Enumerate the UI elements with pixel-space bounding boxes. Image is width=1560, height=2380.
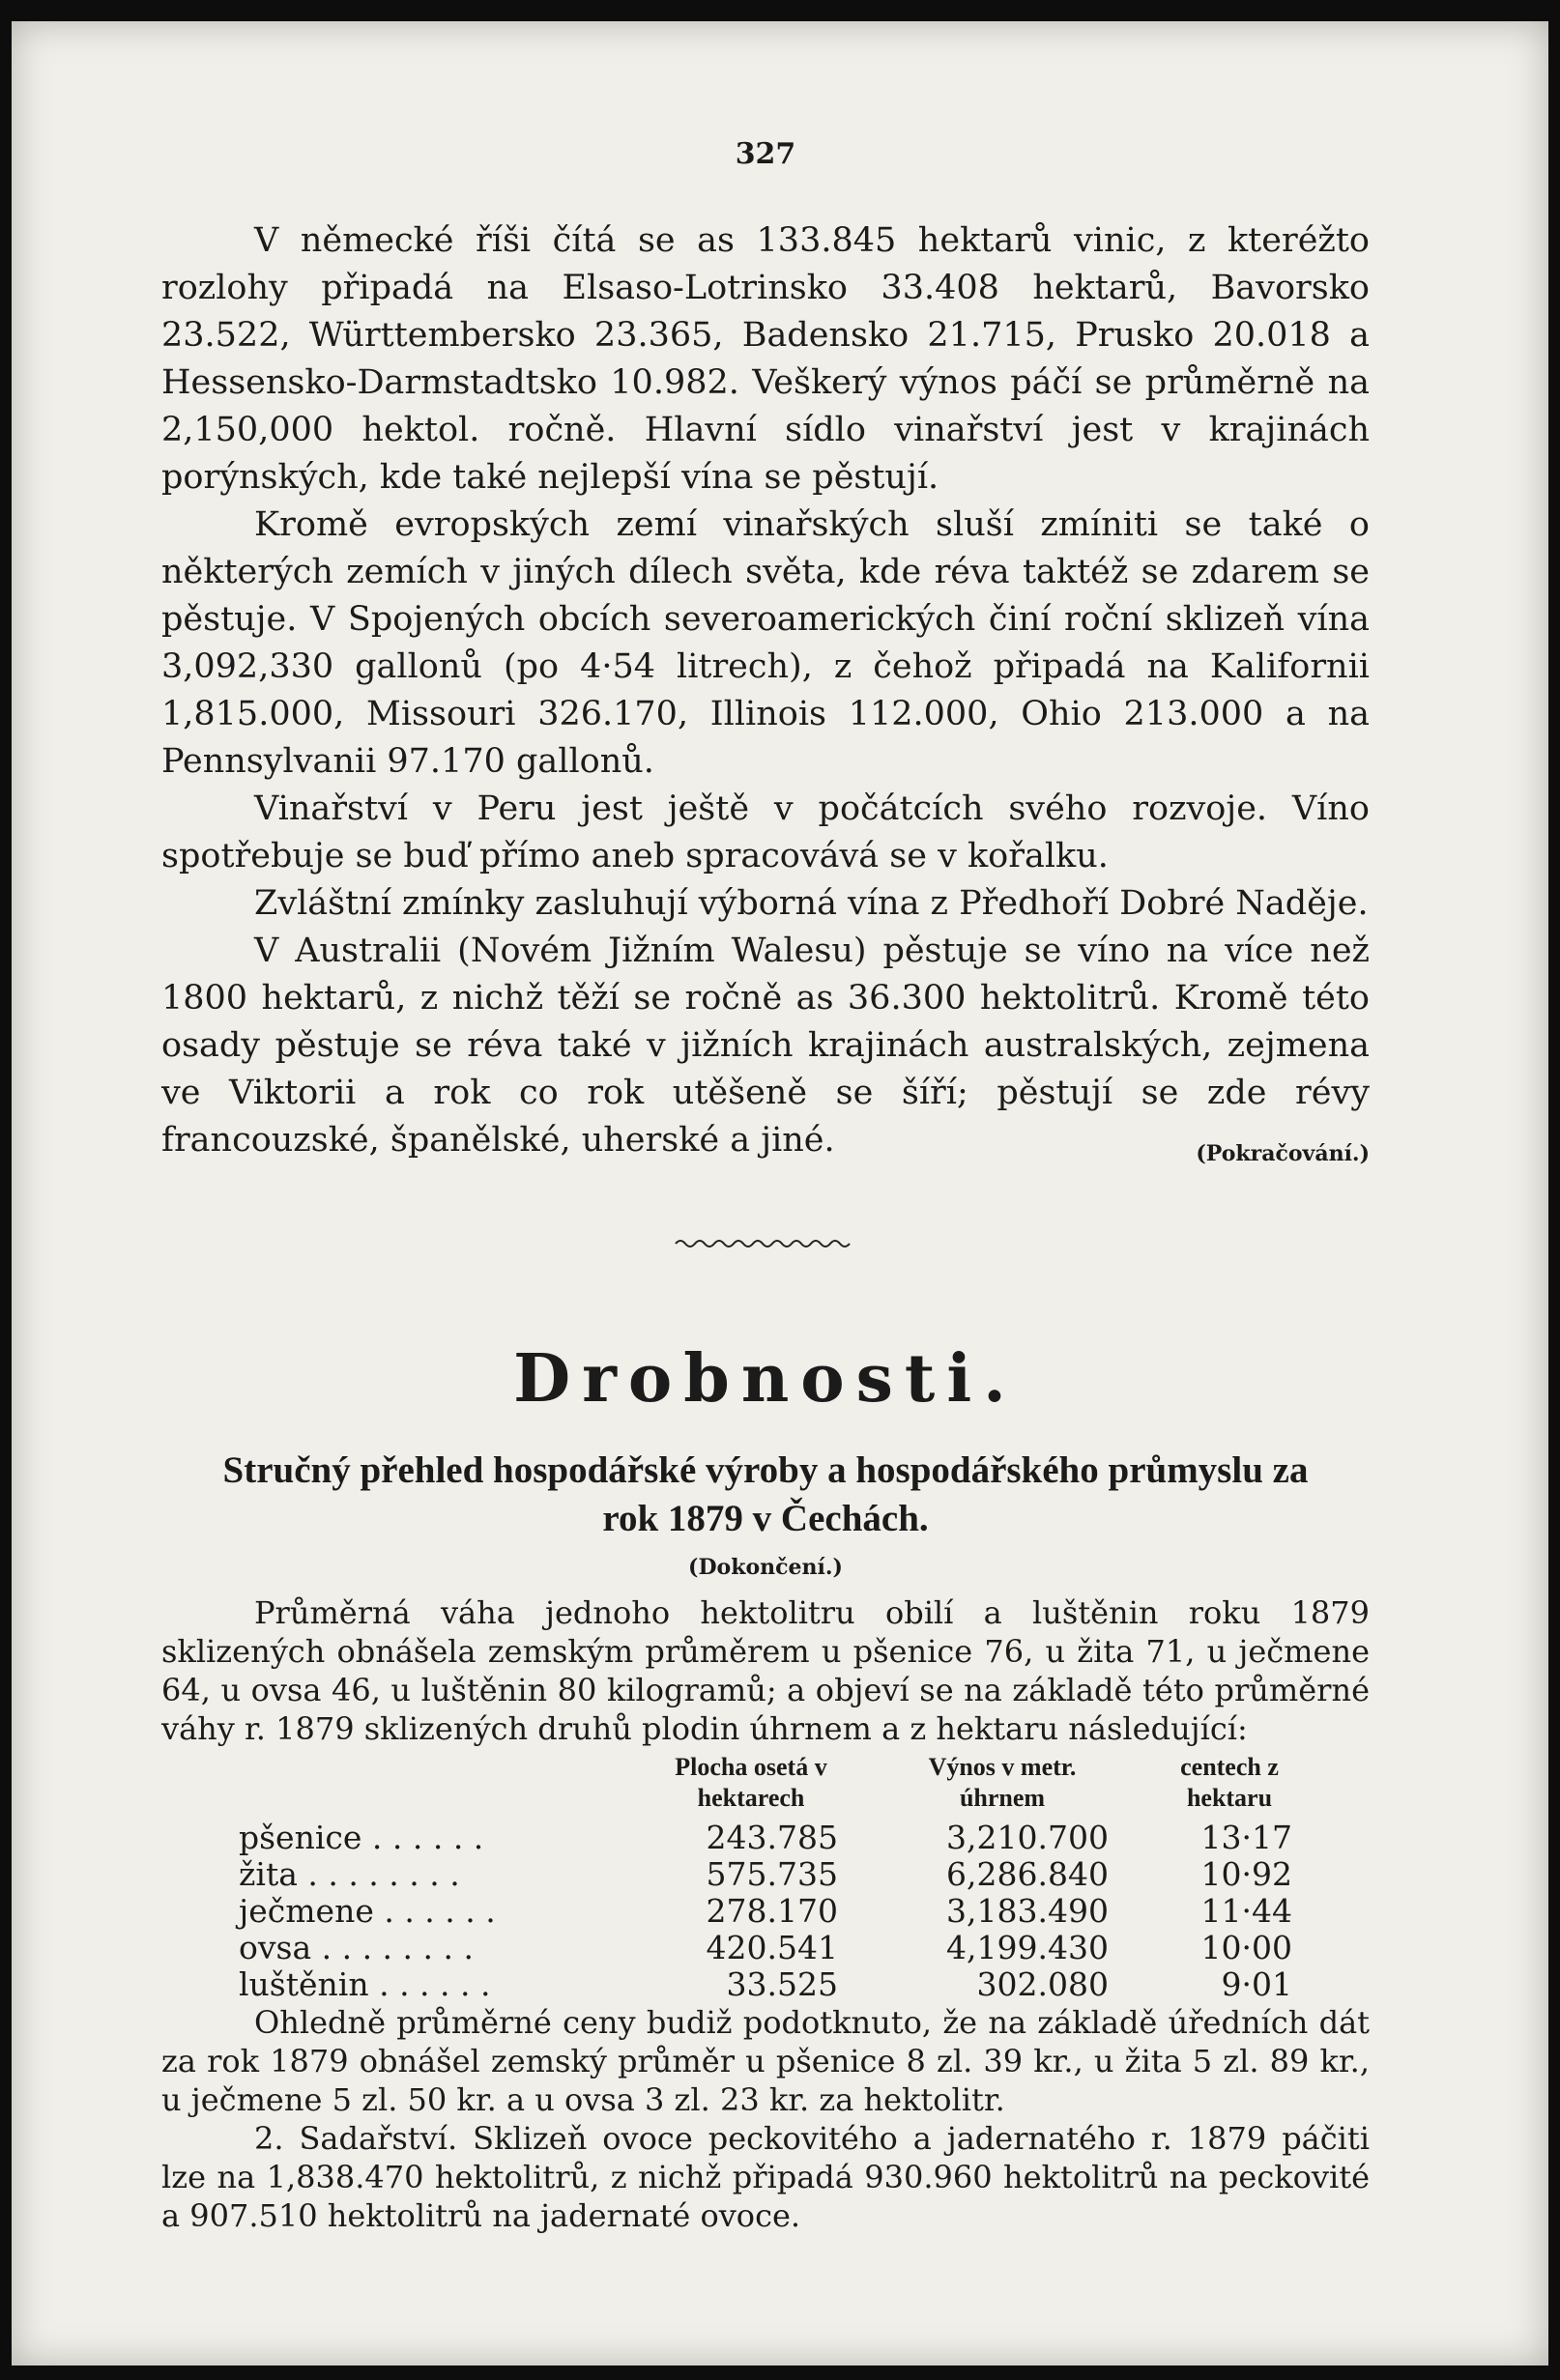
crop-area: 420.541	[706, 1929, 838, 1966]
crop-per-ha: 10·00	[1200, 1929, 1292, 1966]
wavy-ornament-divider	[161, 1236, 1370, 1265]
header-crop	[239, 1752, 635, 1820]
crop-area: 243.785	[706, 1819, 838, 1856]
crop-total: 3,210.700	[946, 1819, 1109, 1856]
crop-name: pšenice . . . . . .	[239, 1819, 484, 1856]
crop-per-ha: 13·17	[1200, 1819, 1292, 1856]
section-title: Drobnosti.	[513, 1340, 1018, 1418]
continued-note: (Pokračování.)	[1196, 1141, 1370, 1166]
table-row	[239, 1893, 1321, 1930]
header-total: Výnos v metr. úhrnem	[928, 1753, 1077, 1812]
header-per-ha: centech z hektaru	[1180, 1753, 1279, 1812]
paragraph-cape: Zvláštní zmínky zasluhují výborná vína z Předhoří Dobré Naděje.	[254, 884, 1369, 923]
page-content	[161, 137, 1370, 2235]
crop-area: 33.525	[726, 1965, 838, 2003]
paragraph-average-prices: Ohledně průměrné ceny budiž podotknuto, že na základě úředních dát za rok 1879 obnášel zemský průměr u pšenice 8 zl. 39 kr., u žita 5 zl. 89 kr., u ječmene 5 zl. 50 kr. a u ovsa 3 zl. 23 kr. za hektolitr.	[161, 2004, 1370, 2118]
crop-total: 6,286.840	[946, 1855, 1109, 1893]
crop-area: 575.735	[706, 1855, 838, 1893]
crop-total: 4,199.430	[946, 1929, 1109, 1966]
scanned-page	[12, 21, 1548, 2366]
paragraph-australia	[161, 928, 1370, 1164]
paragraph-australia-text: V Australii (Novém Jižním Walesu) pěstuje se víno na více než 1800 hektarů, z nichž těží se ročně as 36.300 hektolitrů. Kromě této osady pěstuje se réva také v jižních krajinách australských, zejmena ve Viktorii a rok co rok utěšeně se šíří; pěstují se zde révy francouzské, španělské, uherské a jiné.	[161, 932, 1370, 1160]
page-number: 327	[735, 137, 796, 171]
header-area: Plocha osetá v hektarech	[675, 1753, 827, 1812]
crop-yield-table	[239, 1752, 1321, 2003]
paragraph-non-european-vineyards: Kromě evropských zemí vinařských sluší zmíniti se také o některých zemích v jiných dílech světa, kde réva taktéž se zdarem se pěstuje. V Spojených obcích severoamerických činí roční sklizeň vína 3,092,330 gallonů (po 4·54 litrech), z čehož připadá na Kalifornii 1,815.000, Missouri 326.170, Illinois 112.000, Ohio 213.000 a na Pennsylvanii 97.170 gallonů.	[161, 505, 1370, 781]
table-row	[239, 1856, 1321, 1893]
crop-name: luštěnin . . . . . .	[239, 1965, 491, 2003]
paragraph-hectolitre-weight: Průměrná váha jednoho hektolitru obilí a luštěnin roku 1879 sklizených obnášela zemským průměrem u pšenice 76, u žita 71, u ječmene 64, u ovsa 46, u luštěnin 80 kilogramů; a objeví se na základě této průměrné váhy r. 1879 sklizených druhů plodin úhrnem a z hektaru následující:	[161, 1594, 1370, 1747]
crop-name: ječmene . . . . . .	[239, 1892, 496, 1930]
crop-name: žita . . . . . . . .	[239, 1855, 460, 1893]
crop-per-ha: 11·44	[1200, 1892, 1292, 1930]
crop-total: 302.080	[976, 1965, 1109, 2003]
table-row	[239, 1966, 1321, 2003]
table-header-row	[239, 1752, 1321, 1820]
crop-per-ha: 10·92	[1200, 1855, 1292, 1893]
paragraph-peru: Vinařství v Peru jest ještě v počátcích svého rozvoje. Víno spotřebuje se buď přímo aneb spracovává se v kořalku.	[161, 789, 1370, 875]
table-row	[239, 1820, 1321, 1856]
article-subnote: (Dokončení.)	[688, 1555, 843, 1580]
crop-name: ovsa . . . . . . . .	[239, 1929, 474, 1966]
paragraph-germany-vineyards: V německé říši čítá se as 133.845 hektarů vinic, z kteréžto rozlohy připadá na Elsaso-Lotrinsko 33.408 hektarů, Bavorsko 23.522, Württembersko 23.365, Badensko 21.715, Prusko 20.018 a Hessensko-Darmstadtsko 10.982. Veškerý výnos páčí se průměrně na 2,150,000 hektol. ročně. Hlavní sídlo vinařství jest v krajinách porýnských, kde také nejlepší vína se pěstují.	[161, 221, 1370, 497]
crop-per-ha: 9·01	[1221, 1965, 1292, 2003]
article-heading: Stručný přehled hospodářské výroby a hospodářského průmyslu za rok 1879 v Čechách.	[222, 1449, 1309, 1539]
paragraph-orchards: 2. Sadařství. Sklizeň ovoce peckovitého a jadernatého r. 1879 páčiti lze na 1,838.470 hektolitrů, z nichž připadá 930.960 hektolitrů na peckovité a 907.510 hektolitrů na jadernaté ovoce.	[161, 2120, 1370, 2234]
crop-total: 3,183.490	[946, 1892, 1109, 1930]
crop-area: 278.170	[706, 1892, 838, 1930]
table-row	[239, 1930, 1321, 1966]
wavy-line-icon	[674, 1236, 857, 1255]
